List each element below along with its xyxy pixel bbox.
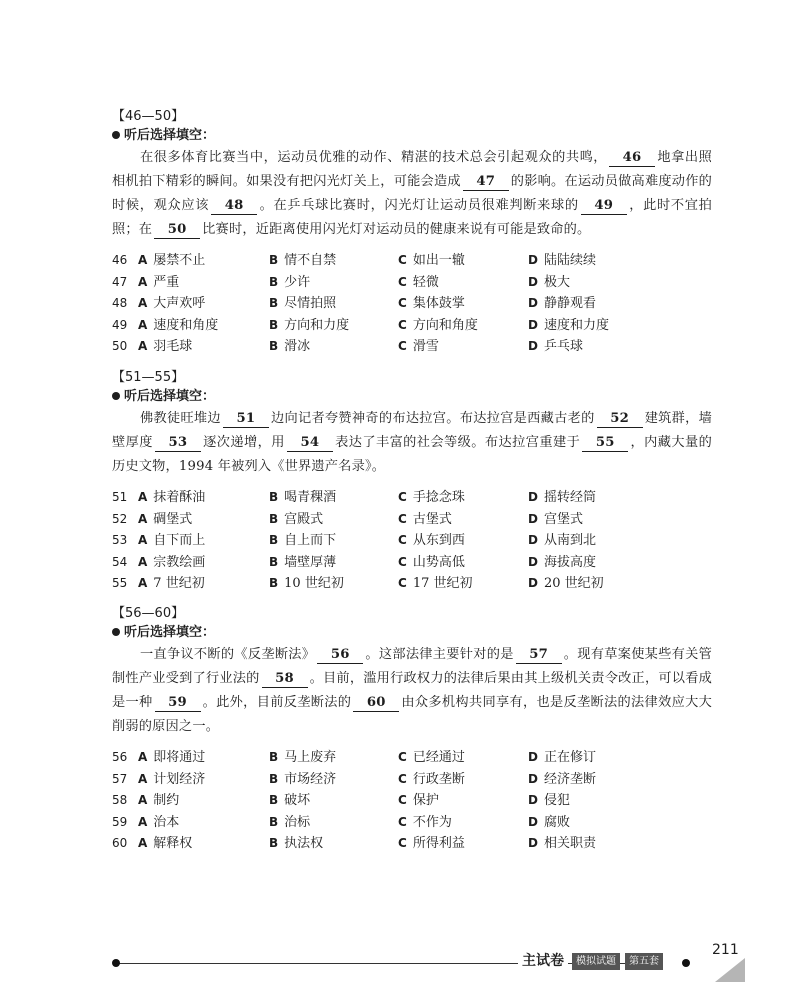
question-number: 57 bbox=[112, 771, 128, 786]
option-a bbox=[138, 487, 205, 509]
option-row bbox=[112, 530, 712, 552]
section-title-text: 听后选择填空： bbox=[124, 128, 216, 143]
option-letter: A bbox=[138, 317, 148, 332]
option-letter: B bbox=[269, 554, 279, 569]
option-c bbox=[398, 336, 439, 358]
option-letter: C bbox=[398, 814, 407, 829]
section-range: 【46—50】 bbox=[112, 109, 185, 124]
option-text: 喝青稞酒 bbox=[284, 490, 337, 505]
option-a bbox=[138, 747, 205, 769]
option-letter: C bbox=[398, 576, 407, 590]
option-letter: B bbox=[269, 793, 279, 807]
option-text: 宫堡式 bbox=[543, 511, 583, 527]
option-letter: D bbox=[528, 533, 538, 547]
option-a bbox=[138, 272, 179, 294]
option-text: 陆陆续续 bbox=[543, 253, 596, 268]
section-title bbox=[112, 126, 712, 146]
question-number: 46 bbox=[112, 253, 128, 267]
question-number: 50 bbox=[112, 339, 128, 353]
option-letter: A bbox=[138, 296, 148, 310]
option-text: 计划经济 bbox=[153, 771, 206, 787]
option-c bbox=[398, 530, 465, 552]
option-letter: C bbox=[398, 793, 407, 807]
option-a bbox=[138, 812, 179, 834]
option-c bbox=[398, 552, 465, 574]
option-text: 侵犯 bbox=[543, 793, 570, 808]
option-letter: C bbox=[398, 836, 407, 850]
answer-blank: 48 bbox=[211, 198, 257, 215]
answer-blank: 54 bbox=[287, 435, 333, 452]
option-d bbox=[528, 769, 596, 791]
question-number: 58 bbox=[112, 793, 128, 807]
option-letter: C bbox=[398, 533, 407, 547]
option-text: 海拔高度 bbox=[543, 554, 596, 570]
option-letter: B bbox=[269, 836, 279, 850]
passage-text: 佛教徒旺堆边 bbox=[140, 411, 221, 426]
option-letter: D bbox=[528, 554, 538, 569]
option-letter: D bbox=[528, 253, 538, 267]
option-b bbox=[269, 509, 323, 531]
option-text: 腐败 bbox=[543, 814, 570, 830]
option-letter: B bbox=[269, 296, 279, 310]
option-text: 碉堡式 bbox=[153, 511, 193, 527]
option-row bbox=[112, 250, 712, 272]
option-letter: D bbox=[528, 576, 538, 590]
option-text: 如出一辙 bbox=[412, 253, 465, 268]
option-text: 集体鼓掌 bbox=[412, 296, 465, 311]
answer-blank: 53 bbox=[155, 435, 201, 452]
option-letter: A bbox=[138, 274, 148, 289]
option-c bbox=[398, 812, 452, 834]
passage bbox=[112, 146, 712, 242]
section-51-55 bbox=[112, 369, 712, 595]
option-text: 自下而上 bbox=[153, 533, 206, 548]
bullet-dot-icon bbox=[112, 628, 120, 636]
option-row bbox=[112, 769, 712, 791]
answer-blank: 47 bbox=[463, 174, 509, 191]
option-letter: D bbox=[528, 771, 538, 786]
option-text: 经济垄断 bbox=[543, 771, 596, 787]
option-text: 17 世纪初 bbox=[412, 576, 473, 591]
option-c bbox=[398, 487, 465, 509]
option-d bbox=[528, 790, 570, 812]
option-letter: B bbox=[269, 253, 279, 267]
answer-blank: 52 bbox=[597, 411, 643, 428]
passage-text: 。这部法律主要针对的是 bbox=[365, 647, 514, 662]
option-letter: C bbox=[398, 771, 407, 786]
footer-right-dot-icon bbox=[682, 959, 690, 967]
option-letter: A bbox=[138, 836, 148, 850]
passage bbox=[112, 643, 712, 739]
answer-blank: 50 bbox=[154, 222, 200, 239]
option-a bbox=[138, 769, 205, 791]
option-letter: A bbox=[138, 533, 148, 547]
option-c bbox=[398, 790, 439, 812]
answer-blank: 60 bbox=[353, 695, 399, 712]
option-d bbox=[528, 812, 570, 834]
option-text: 严重 bbox=[153, 274, 180, 290]
footer-tag-set: 第五套 bbox=[625, 953, 663, 970]
option-b bbox=[269, 293, 336, 315]
footer-main-label: 主试卷 bbox=[518, 950, 568, 970]
section-title-text: 听后选择填空： bbox=[124, 625, 216, 640]
question-number: 52 bbox=[112, 511, 128, 526]
option-text: 破坏 bbox=[284, 793, 311, 808]
passage-text: 的影响。在运动员做高难度动作的时候，观众应该 bbox=[112, 174, 712, 213]
option-d bbox=[528, 530, 596, 552]
answer-blank: 46 bbox=[609, 150, 655, 167]
option-b bbox=[269, 272, 310, 294]
passage-text: 建筑群，墙壁厚度 bbox=[112, 411, 713, 450]
option-c bbox=[398, 272, 439, 294]
option-d bbox=[528, 293, 596, 315]
option-letter: A bbox=[138, 253, 148, 267]
question-number: 47 bbox=[112, 274, 128, 289]
option-a bbox=[138, 833, 192, 855]
options-list bbox=[112, 487, 712, 595]
option-letter: D bbox=[528, 339, 538, 353]
option-text: 从南到北 bbox=[543, 533, 596, 548]
section-range: 【56—60】 bbox=[112, 606, 185, 621]
option-c bbox=[398, 250, 465, 272]
answer-blank: 51 bbox=[223, 411, 269, 428]
option-c bbox=[398, 769, 465, 791]
option-row bbox=[112, 812, 712, 834]
option-text: 大声欢呼 bbox=[153, 296, 206, 311]
question-number: 54 bbox=[112, 554, 128, 569]
option-d bbox=[528, 573, 604, 595]
option-text: 20 世纪初 bbox=[543, 576, 604, 591]
option-text: 方向和力度 bbox=[284, 317, 350, 333]
option-letter: B bbox=[269, 511, 279, 526]
passage-text: 由众多机构共同享有，也是反垄断法的法律效应大大削弱的原因之一。 bbox=[112, 695, 712, 734]
option-b bbox=[269, 833, 323, 855]
option-letter: B bbox=[269, 814, 279, 829]
option-letter: B bbox=[269, 771, 279, 786]
question-number: 48 bbox=[112, 296, 128, 310]
option-text: 相关职责 bbox=[543, 836, 596, 851]
option-b bbox=[269, 573, 344, 595]
option-d bbox=[528, 315, 609, 337]
option-a bbox=[138, 552, 205, 574]
option-d bbox=[528, 509, 583, 531]
option-text: 极大 bbox=[543, 274, 570, 290]
section-title-text: 听后选择填空： bbox=[124, 389, 216, 404]
option-letter: C bbox=[398, 490, 407, 504]
option-text: 治本 bbox=[153, 814, 180, 830]
option-letter: B bbox=[269, 533, 279, 547]
passage-text: 。目前，滥用行政权力的法律后果由其上级机关责令改正，可以看成是一种 bbox=[112, 671, 712, 710]
option-letter: D bbox=[528, 814, 538, 829]
option-text: 马上废弃 bbox=[284, 750, 337, 765]
option-d bbox=[528, 747, 596, 769]
option-b bbox=[269, 747, 336, 769]
option-d bbox=[528, 272, 570, 294]
option-text: 即将通过 bbox=[153, 750, 206, 765]
option-b bbox=[269, 812, 310, 834]
passage-text: 。现有草案使某些有关管制性产业受到了行业法的 bbox=[112, 647, 712, 686]
option-c bbox=[398, 747, 465, 769]
answer-blank: 55 bbox=[582, 435, 628, 452]
option-text: 滑冰 bbox=[284, 339, 311, 354]
answer-blank: 57 bbox=[516, 647, 562, 664]
option-letter: D bbox=[528, 511, 538, 526]
option-letter: C bbox=[398, 253, 407, 267]
option-text: 已经通过 bbox=[412, 750, 465, 765]
section-46-50 bbox=[112, 108, 712, 358]
passage-text: ，内藏大量的历史文物，1994 年被列入《世界遗产名录》。 bbox=[112, 435, 712, 474]
option-text: 治标 bbox=[284, 814, 311, 830]
option-text: 正在修订 bbox=[543, 750, 596, 765]
question-number: 60 bbox=[112, 836, 128, 850]
option-row bbox=[112, 573, 712, 595]
option-row bbox=[112, 790, 712, 812]
answer-blank: 56 bbox=[317, 647, 363, 664]
answer-blank: 58 bbox=[262, 671, 308, 688]
question-number: 56 bbox=[112, 750, 128, 764]
passage-text: 在很多体育比赛当中，运动员优雅的动作、精湛的技术总会引起观众的共鸣， bbox=[140, 150, 608, 165]
option-letter: B bbox=[269, 490, 279, 504]
option-letter: B bbox=[269, 576, 279, 590]
option-letter: C bbox=[398, 274, 407, 289]
page-corner-triangle bbox=[715, 958, 745, 982]
option-letter: B bbox=[269, 274, 279, 289]
option-letter: A bbox=[138, 339, 148, 353]
option-text: 行政垄断 bbox=[412, 771, 465, 787]
option-text: 少许 bbox=[284, 274, 311, 290]
option-letter: A bbox=[138, 490, 148, 504]
option-text: 解释权 bbox=[153, 836, 193, 851]
option-text: 尽情拍照 bbox=[284, 296, 337, 311]
option-row bbox=[112, 272, 712, 294]
section-range: 【51—55】 bbox=[112, 370, 185, 385]
option-b bbox=[269, 530, 336, 552]
option-a bbox=[138, 790, 179, 812]
option-text: 从东到西 bbox=[412, 533, 465, 548]
option-text: 市场经济 bbox=[284, 771, 337, 787]
option-letter: C bbox=[398, 554, 407, 569]
option-text: 摇转经筒 bbox=[543, 490, 596, 505]
option-text: 静静观看 bbox=[543, 296, 596, 311]
page-number: 211 bbox=[712, 942, 739, 958]
option-text: 羽毛球 bbox=[153, 339, 193, 354]
option-b bbox=[269, 336, 310, 358]
question-number: 59 bbox=[112, 814, 128, 829]
option-row bbox=[112, 487, 712, 509]
option-b bbox=[269, 552, 336, 574]
option-letter: A bbox=[138, 771, 148, 786]
option-letter: D bbox=[528, 490, 538, 504]
option-d bbox=[528, 336, 583, 358]
option-letter: D bbox=[528, 793, 538, 807]
option-letter: C bbox=[398, 339, 407, 353]
option-letter: B bbox=[269, 750, 279, 764]
section-title bbox=[112, 623, 712, 643]
footer-left-dot-icon bbox=[112, 959, 120, 967]
question-number: 53 bbox=[112, 533, 128, 547]
option-letter: B bbox=[269, 339, 279, 353]
passage-text: 。在乒乓球比赛时，闪光灯让运动员很难判断来球的 bbox=[259, 198, 579, 213]
option-text: 保护 bbox=[412, 793, 439, 808]
option-c bbox=[398, 293, 465, 315]
option-text: 10 世纪初 bbox=[284, 576, 344, 591]
option-b bbox=[269, 250, 336, 272]
option-letter: C bbox=[398, 317, 407, 332]
option-text: 制约 bbox=[153, 793, 180, 808]
option-text: 速度和力度 bbox=[543, 317, 609, 333]
option-text: 手捻念珠 bbox=[412, 490, 465, 505]
option-row bbox=[112, 315, 712, 337]
option-text: 宫殿式 bbox=[284, 511, 324, 527]
option-row bbox=[112, 552, 712, 574]
option-text: 不作为 bbox=[412, 814, 452, 830]
option-a bbox=[138, 293, 205, 315]
option-letter: D bbox=[528, 750, 538, 764]
option-text: 方向和角度 bbox=[412, 317, 478, 333]
option-letter: C bbox=[398, 511, 407, 526]
option-d bbox=[528, 487, 596, 509]
question-number: 51 bbox=[112, 490, 128, 504]
question-number: 55 bbox=[112, 576, 128, 590]
option-c bbox=[398, 509, 452, 531]
passage-text: 逐次递增，用 bbox=[202, 435, 285, 450]
option-text: 轻微 bbox=[412, 274, 439, 290]
option-text: 自上而下 bbox=[284, 533, 337, 548]
option-b bbox=[269, 487, 336, 509]
option-letter: B bbox=[269, 317, 279, 332]
option-letter: D bbox=[528, 317, 538, 332]
question-number: 49 bbox=[112, 317, 128, 332]
passage-text: 一直争议不断的《反垄断法》 bbox=[140, 647, 316, 662]
option-text: 屡禁不止 bbox=[153, 253, 206, 268]
option-letter: C bbox=[398, 296, 407, 310]
option-letter: A bbox=[138, 814, 148, 829]
option-a bbox=[138, 336, 192, 358]
option-letter: A bbox=[138, 554, 148, 569]
option-b bbox=[269, 790, 310, 812]
option-c bbox=[398, 833, 465, 855]
option-c bbox=[398, 573, 473, 595]
option-a bbox=[138, 250, 205, 272]
bullet-dot-icon bbox=[112, 131, 120, 139]
option-row bbox=[112, 747, 712, 769]
option-letter: A bbox=[138, 576, 148, 590]
option-text: 7 世纪初 bbox=[153, 576, 205, 591]
options-list bbox=[112, 747, 712, 855]
option-c bbox=[398, 315, 478, 337]
option-d bbox=[528, 552, 596, 574]
passage-text: 表达了丰富的社会等级。布达拉宫重建于 bbox=[334, 435, 581, 450]
answer-blank: 49 bbox=[581, 198, 627, 215]
option-text: 墙壁厚薄 bbox=[284, 554, 337, 570]
option-letter: D bbox=[528, 296, 538, 310]
option-letter: D bbox=[528, 274, 538, 289]
option-text: 情不自禁 bbox=[284, 253, 337, 268]
passage bbox=[112, 407, 712, 479]
section-56-60 bbox=[112, 605, 712, 855]
option-text: 宗教绘画 bbox=[153, 554, 206, 570]
option-text: 执法权 bbox=[284, 836, 324, 851]
passage-text: ，此时不宜拍照；在 bbox=[112, 198, 712, 237]
option-text: 所得利益 bbox=[412, 836, 465, 851]
option-d bbox=[528, 833, 596, 855]
passage-text: 边向记者夸赞神奇的布达拉宫。布达拉宫是西藏古老的 bbox=[270, 411, 595, 426]
option-a bbox=[138, 509, 192, 531]
option-a bbox=[138, 530, 205, 552]
answer-blank: 59 bbox=[155, 695, 201, 712]
passage-text: 比赛时，近距离使用闪光灯对运动员的健康来说有可能是致命的。 bbox=[202, 222, 591, 237]
option-letter: A bbox=[138, 511, 148, 526]
option-letter: C bbox=[398, 750, 407, 764]
option-text: 抹着酥油 bbox=[153, 490, 206, 505]
option-row bbox=[112, 293, 712, 315]
passage-text: 。此外，目前反垄断法的 bbox=[202, 695, 352, 710]
option-b bbox=[269, 769, 336, 791]
section-title bbox=[112, 387, 712, 407]
option-letter: A bbox=[138, 750, 148, 764]
option-text: 滑雪 bbox=[412, 339, 439, 354]
option-text: 乒乓球 bbox=[543, 339, 583, 354]
option-row bbox=[112, 833, 712, 855]
option-a bbox=[138, 315, 218, 337]
options-list bbox=[112, 250, 712, 358]
option-text: 速度和角度 bbox=[153, 317, 219, 333]
option-row bbox=[112, 336, 712, 358]
option-d bbox=[528, 250, 596, 272]
option-text: 山势高低 bbox=[412, 554, 465, 570]
option-a bbox=[138, 573, 205, 595]
option-text: 古堡式 bbox=[412, 511, 452, 527]
option-letter: A bbox=[138, 793, 148, 807]
option-b bbox=[269, 315, 349, 337]
option-letter: D bbox=[528, 836, 538, 850]
passage-text: 地拿出照相机拍下精彩的瞬间。如果没有把闪光灯关上，可能会造成 bbox=[112, 150, 712, 189]
footer-tag-mock-exam: 模拟试题 bbox=[572, 953, 620, 970]
option-row bbox=[112, 509, 712, 531]
bullet-dot-icon bbox=[112, 392, 120, 400]
